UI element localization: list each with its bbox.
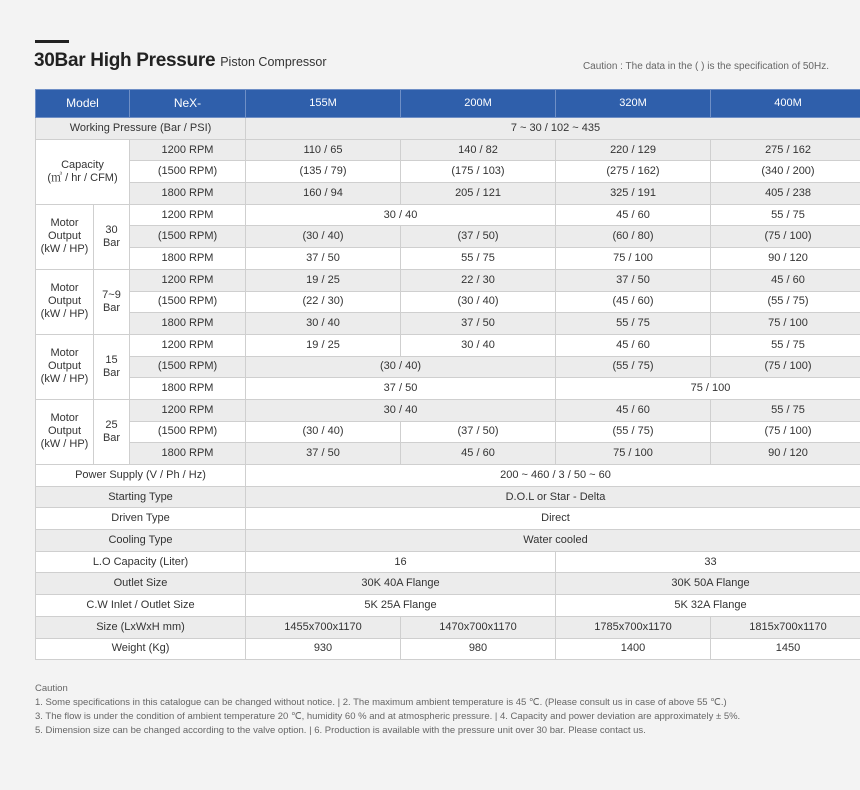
cell: 45 / 60	[711, 269, 860, 291]
label-outlet-size: Outlet Size	[36, 573, 246, 595]
cell: 19 / 25	[246, 269, 401, 291]
cell: 205 / 121	[401, 183, 556, 205]
header-400m: 400M	[711, 90, 860, 118]
cell: 30K 40A Flange	[246, 573, 556, 595]
rpm-label: 1800 RPM	[130, 248, 246, 270]
cell: 55 / 75	[711, 399, 860, 421]
cell: 37 / 50	[401, 313, 556, 335]
cell: 110 / 65	[246, 139, 401, 161]
cell: (135 / 79)	[246, 161, 401, 183]
cell: 45 / 60	[556, 399, 711, 421]
row-cooling-type	[36, 530, 860, 552]
bar-value: 7~9	[102, 288, 121, 301]
cell: (75 / 100)	[711, 226, 860, 248]
cell: 22 / 30	[401, 269, 556, 291]
cell: 5K 25A Flange	[246, 595, 556, 617]
rpm-label: (1500 RPM)	[130, 356, 246, 378]
bar-value: 30	[105, 223, 118, 236]
bar-value: 25	[105, 418, 118, 431]
cell: 275 / 162	[711, 139, 860, 161]
label-driven-type: Driven Type	[36, 508, 246, 530]
row-motor30-1200	[36, 204, 860, 226]
motor-label-3: (kW / HP)	[40, 243, 89, 256]
motor-label-2: Output	[47, 230, 82, 243]
cell: (75 / 100)	[711, 356, 860, 378]
cell: (55 / 75)	[711, 291, 860, 313]
cell: 37 / 50	[246, 378, 556, 400]
row-starting-type	[36, 486, 860, 508]
row-capacity-1800	[36, 183, 860, 205]
bar-unit: Bar	[102, 301, 121, 314]
cell: (37 / 50)	[401, 226, 556, 248]
cell: 33	[556, 551, 860, 573]
cell: (30 / 40)	[246, 226, 401, 248]
value-cooling-type: Water cooled	[246, 530, 860, 552]
cell: 30 / 40	[246, 399, 556, 421]
rpm-label: 1200 RPM	[130, 399, 246, 421]
row-capacity-1500	[36, 161, 860, 183]
cell: 55 / 75	[556, 313, 711, 335]
rpm-label: 1800 RPM	[130, 443, 246, 465]
cell: 19 / 25	[246, 334, 401, 356]
cell: (45 / 60)	[556, 291, 711, 313]
cell: 55 / 75	[711, 334, 860, 356]
row-motor30-1800	[36, 248, 860, 270]
row-cw-size	[36, 595, 860, 617]
value-starting-type: D.O.L or Star - Delta	[246, 486, 860, 508]
note-line-2: 3. The flow is under the condition of ambient temperature 20 ℃, humidity 60 % and at atmospheric pressure. | 4. Capacity and power deviation are approximately ± 5%.	[35, 711, 741, 722]
notes-heading: Caution	[35, 683, 68, 694]
motor-label-2: Output	[47, 295, 82, 308]
rpm-label: 1800 RPM	[130, 378, 246, 400]
title-accent-bar	[35, 40, 69, 43]
rpm-label: (1500 RPM)	[130, 291, 246, 313]
motor-label-3: (kW / HP)	[40, 373, 89, 386]
motor-label-1: Motor	[50, 347, 79, 360]
value-working-pressure: 7 ~ 30 / 102 ~ 435	[246, 118, 860, 140]
label-weight: Weight (Kg)	[36, 638, 246, 660]
cell: (60 / 80)	[556, 226, 711, 248]
cell: 75 / 100	[556, 443, 711, 465]
row-weight	[36, 638, 860, 660]
label-starting-type: Starting Type	[36, 486, 246, 508]
cell: 37 / 50	[246, 248, 401, 270]
row-motor15-1500	[36, 356, 860, 378]
rpm-label: 1200 RPM	[130, 139, 246, 161]
cell: (55 / 75)	[556, 421, 711, 443]
title-main: 30Bar High Pressure	[34, 50, 216, 71]
row-motor25-1500	[36, 421, 860, 443]
rpm-label: 1800 RPM	[130, 183, 246, 205]
cell: 405 / 238	[711, 183, 860, 205]
page-title	[34, 50, 327, 72]
motor-label-3: (kW / HP)	[40, 438, 89, 451]
cell: 30 / 40	[246, 204, 556, 226]
cell: 37 / 50	[246, 443, 401, 465]
header-200m: 200M	[401, 90, 556, 118]
title-sub: Piston Compressor	[220, 55, 327, 69]
value-power-supply: 200 ~ 460 / 3 / 50 ~ 60	[246, 465, 860, 487]
label-motor-output	[36, 204, 94, 269]
cell: (30 / 40)	[246, 421, 401, 443]
cell: (75 / 100)	[711, 421, 860, 443]
cell: 45 / 60	[401, 443, 556, 465]
cell: (340 / 200)	[711, 161, 860, 183]
note-line-3: 5. Dimension size can be changed according to the valve option. | 6. Production is available with the pressure unit over 30 bar. Please contact us.	[35, 725, 646, 736]
row-lo-capacity	[36, 551, 860, 573]
cell: 30 / 40	[246, 313, 401, 335]
rpm-label: (1500 RPM)	[130, 226, 246, 248]
cell: (37 / 50)	[401, 421, 556, 443]
label-power-supply: Power Supply (V / Ph / Hz)	[36, 465, 246, 487]
bar-unit: Bar	[102, 431, 121, 444]
cell: 1400	[556, 638, 711, 660]
cell: 1785x700x1170	[556, 616, 711, 638]
row-capacity-1200	[36, 139, 860, 161]
spec-table	[35, 89, 860, 660]
row-motor15-1800	[36, 378, 860, 400]
table-header-row	[36, 90, 860, 118]
cell: 30 / 40	[401, 334, 556, 356]
row-motor79-1800	[36, 313, 860, 335]
row-motor25-1800	[36, 443, 860, 465]
cell: (22 / 30)	[246, 291, 401, 313]
header-model: Model	[36, 90, 130, 118]
motor-label-1: Motor	[50, 282, 79, 295]
cell: 220 / 129	[556, 139, 711, 161]
header-320m: 320M	[556, 90, 711, 118]
caution-notes	[35, 682, 835, 738]
cell: (275 / 162)	[556, 161, 711, 183]
cell: 325 / 191	[556, 183, 711, 205]
motor-label-3: (kW / HP)	[40, 308, 89, 321]
row-outlet-size	[36, 573, 860, 595]
cell: 37 / 50	[556, 269, 711, 291]
label-motor-output	[36, 334, 94, 399]
row-working-pressure	[36, 118, 860, 140]
cell: (55 / 75)	[556, 356, 711, 378]
bar-value: 15	[105, 353, 118, 366]
cell: 55 / 75	[711, 204, 860, 226]
rpm-label: 1200 RPM	[130, 269, 246, 291]
cell: 30K 50A Flange	[556, 573, 860, 595]
cell: 980	[401, 638, 556, 660]
cell: 140 / 82	[401, 139, 556, 161]
motor-label-2: Output	[47, 360, 82, 373]
label-cooling-type: Cooling Type	[36, 530, 246, 552]
row-motor30-1500	[36, 226, 860, 248]
note-line-1: 1. Some specifications in this catalogue can be changed without notice. | 2. The maximum ambient temperature is 45 ℃. (Please consult us in case of above 55 ℃.)	[35, 697, 727, 708]
header-155m: 155M	[246, 90, 401, 118]
cell: 1470x700x1170	[401, 616, 556, 638]
cell: 1455x700x1170	[246, 616, 401, 638]
label-capacity	[36, 139, 130, 204]
label-cw-size: C.W Inlet / Outlet Size	[36, 595, 246, 617]
cell: (175 / 103)	[401, 161, 556, 183]
rpm-label: (1500 RPM)	[130, 421, 246, 443]
rpm-label: 1200 RPM	[130, 334, 246, 356]
caution-note: Caution : The data in the ( ) is the specification of 50Hz.	[582, 61, 829, 72]
label-bar	[94, 334, 130, 399]
motor-label-1: Motor	[50, 217, 79, 230]
row-motor79-1500	[36, 291, 860, 313]
bar-unit: Bar	[102, 236, 121, 249]
label-bar	[94, 204, 130, 269]
cell: 16	[246, 551, 556, 573]
cell: 1815x700x1170	[711, 616, 860, 638]
cell: 160 / 94	[246, 183, 401, 205]
label-bar	[94, 399, 130, 464]
cell: 75 / 100	[556, 248, 711, 270]
cell: 45 / 60	[556, 334, 711, 356]
cell: 90 / 120	[711, 248, 860, 270]
cell: 1450	[711, 638, 860, 660]
row-motor15-1200	[36, 334, 860, 356]
row-power-supply	[36, 465, 860, 487]
motor-label-2: Output	[47, 425, 82, 438]
cell: 75 / 100	[556, 378, 860, 400]
cell: 55 / 75	[401, 248, 556, 270]
bar-unit: Bar	[102, 366, 121, 379]
row-size	[36, 616, 860, 638]
row-motor79-1200	[36, 269, 860, 291]
row-driven-type	[36, 508, 860, 530]
cell: 75 / 100	[711, 313, 860, 335]
label-motor-output	[36, 399, 94, 464]
rpm-label: 1800 RPM	[130, 313, 246, 335]
label-lo-capacity: L.O Capacity (Liter)	[36, 551, 246, 573]
label-motor-output	[36, 269, 94, 334]
header-nex: NeX-	[130, 90, 246, 118]
label-bar	[94, 269, 130, 334]
label-capacity-1: Capacity	[61, 158, 104, 171]
label-size: Size (LxWxH mm)	[36, 616, 246, 638]
rpm-label: 1200 RPM	[130, 204, 246, 226]
label-working-pressure: Working Pressure (Bar / PSI)	[36, 118, 246, 140]
cell: 930	[246, 638, 401, 660]
row-motor25-1200	[36, 399, 860, 421]
cell: (30 / 40)	[246, 356, 556, 378]
value-driven-type: Direct	[246, 508, 860, 530]
cell: 90 / 120	[711, 443, 860, 465]
motor-label-1: Motor	[50, 412, 79, 425]
label-capacity-2: (㎥ / hr / CFM)	[47, 171, 118, 184]
cell: 5K 32A Flange	[556, 595, 860, 617]
cell: (30 / 40)	[401, 291, 556, 313]
rpm-label: (1500 RPM)	[130, 161, 246, 183]
cell: 45 / 60	[556, 204, 711, 226]
